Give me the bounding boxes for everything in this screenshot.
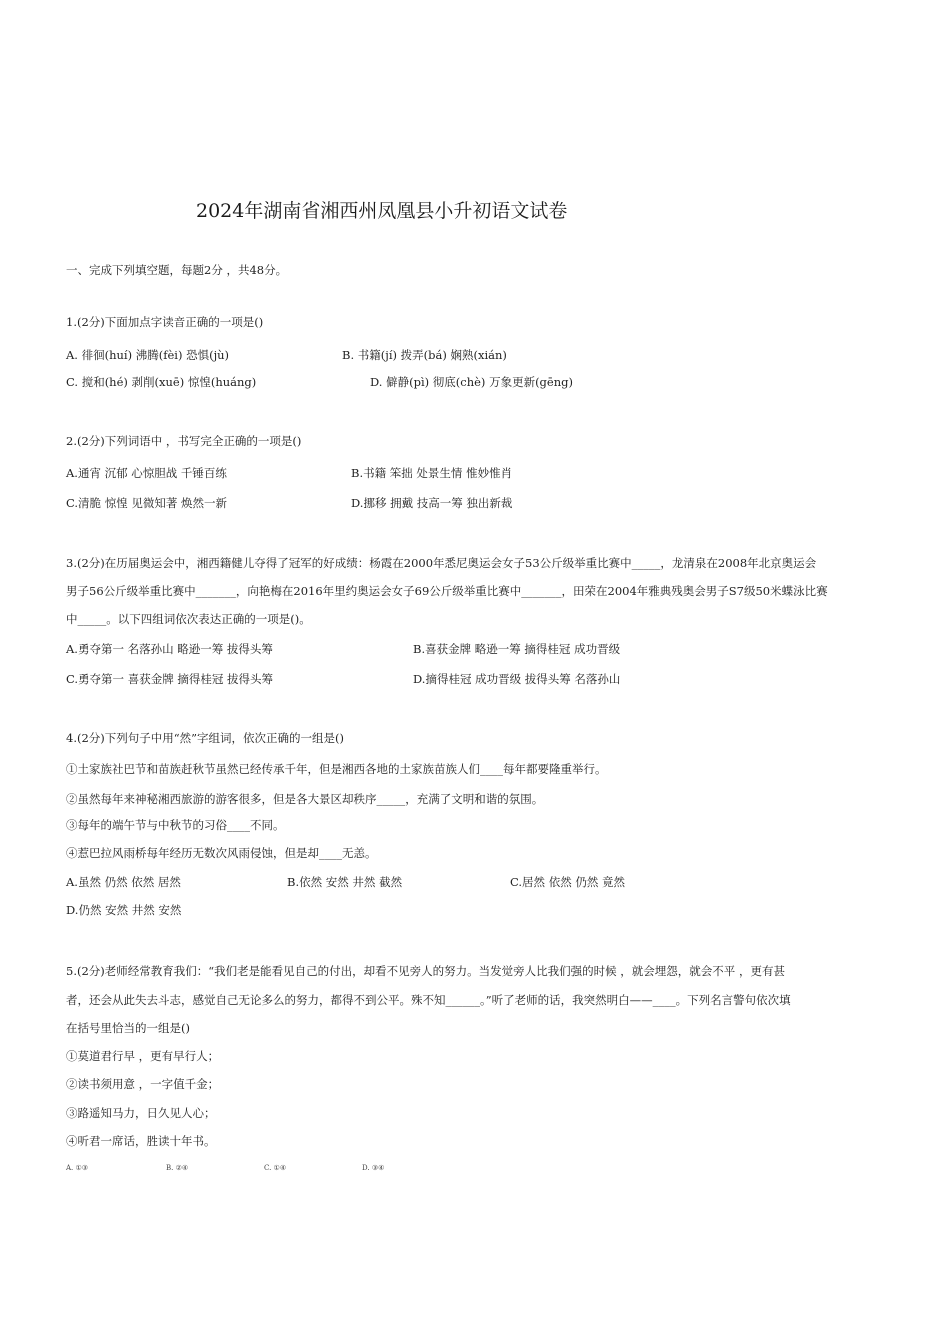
q5-line-3: 在括号里恰当的一组是() [66,1021,190,1035]
q4-sentence-3: ③每年的端午节与中秋节的习俗____不同。 [66,818,285,832]
q3-option-d: D.摘得桂冠 成功晋级 拔得头筹 名落孙山 [413,672,621,686]
q4-sentence-2: ②虽然每年来神秘湘西旅游的游客很多，但是各大景区却秩序_____，充满了文明和谐的氛围。 [66,792,544,806]
q3-line-3: 中_____。以下四组词依次表达正确的一项是()。 [66,612,311,626]
q4-option-c: C.居然 依然 仍然 竟然 [510,875,626,889]
q4-sentence-1: ①土家族社巴节和苗族赶秋节虽然已经传承千年，但是湘西各地的土家族苗族人们____每年都要隆重举行。 [66,762,607,776]
q3-option-b: B.喜获金牌 略逊一筹 摘得桂冠 成功晋级 [413,642,621,656]
q4-option-d: D.仍然 安然 井然 安然 [66,903,182,917]
q1-option-c: C. 搅和(hé) 剥削(xuē) 惊惶(huáng) [66,375,257,389]
q1-option-a: A. 徘徊(huí) 沸腾(fèi) 恐惧(jù) [66,348,230,362]
q2-option-a: A.通宵 沉郁 心惊胆战 千锤百练 [66,466,227,480]
q4-stem: 4.(2分)下列句子中用“然”字组词，依次正确的一组是() [66,731,344,745]
q1-option-b: B. 书籍(jí) 拨弄(bá) 娴熟(xián) [342,348,507,362]
q5-item-2: ②读书须用意 ，一字值千金； [66,1077,220,1091]
q4-option-b: B.依然 安然 井然 截然 [287,875,403,889]
q5-item-1: ①莫道君行早 ，更有早行人； [66,1049,220,1063]
q3-line-2: 男子56公斤级举重比赛中_______，向艳梅在2016年里约奥运会女子69公斤级举重比赛中_______，田荣在2004年雅典残奥会男子S7级50米蝶泳比赛 [66,584,828,598]
q5-line-2: 者，还会从此失去斗志，感觉自己无论多么的努力，都得不到公平。殊不知______。”听了老师的话，我突然明白——____。下列名言警句依次填 [66,993,791,1007]
q2-stem: 2.(2分)下列词语中 ，书写完全正确的一项是() [66,434,302,448]
q4-sentence-4: ④惹巴拉风雨桥每年经历无数次风雨侵蚀，但是却____无恙。 [66,846,377,860]
q5-option-b: B. ②④ [166,1164,189,1172]
q5-item-4: ④听君一席话，胜读十年书。 [66,1134,216,1148]
q2-option-c: C.清脆 惊惶 见微知著 焕然一新 [66,496,228,510]
q1-stem: 1.(2分)下面加点字读音正确的一项是() [66,315,264,329]
q5-option-c: C. ①④ [264,1164,287,1172]
q5-option-a: A. ①③ [66,1164,89,1172]
q1-option-d: D. 僻静(pì) 彻底(chè) 万象更新(gēng) [370,375,573,389]
page-title: 2024年湖南省湘西州凤凰县小升初语文试卷 [196,200,568,222]
q5-line-1: 5.(2分)老师经常教育我们：“我们老是能看见自己的付出，却看不见旁人的努力。当发觉旁人比我们强的时候 ，就会埋怨，就会不平 ，更有甚 [66,964,785,978]
q3-line-1: 3.(2分)在历届奥运会中，湘西籍健儿夺得了冠军的好成绩：杨霞在2000年悉尼奥运会女子53公斤级举重比赛中_____，龙清泉在2008年北京奥运会 [66,556,817,570]
section-heading: 一、完成下列填空题，每题2分 ，共48分。 [66,263,288,277]
q2-option-d: D.挪移 拥戴 技高一筹 独出新裁 [351,496,513,510]
q4-option-a: A.虽然 仍然 依然 居然 [66,875,181,889]
q3-option-a: A.勇夺第一 名落孙山 略逊一筹 拔得头筹 [66,642,273,656]
q2-option-b: B.书籍 笨拙 处景生情 惟妙惟肖 [351,466,513,480]
q5-item-3: ③路遥知马力，日久见人心； [66,1106,216,1120]
q3-option-c: C.勇夺第一 喜获金牌 摘得桂冠 拔得头筹 [66,672,274,686]
q5-option-d: D. ③④ [362,1164,385,1172]
